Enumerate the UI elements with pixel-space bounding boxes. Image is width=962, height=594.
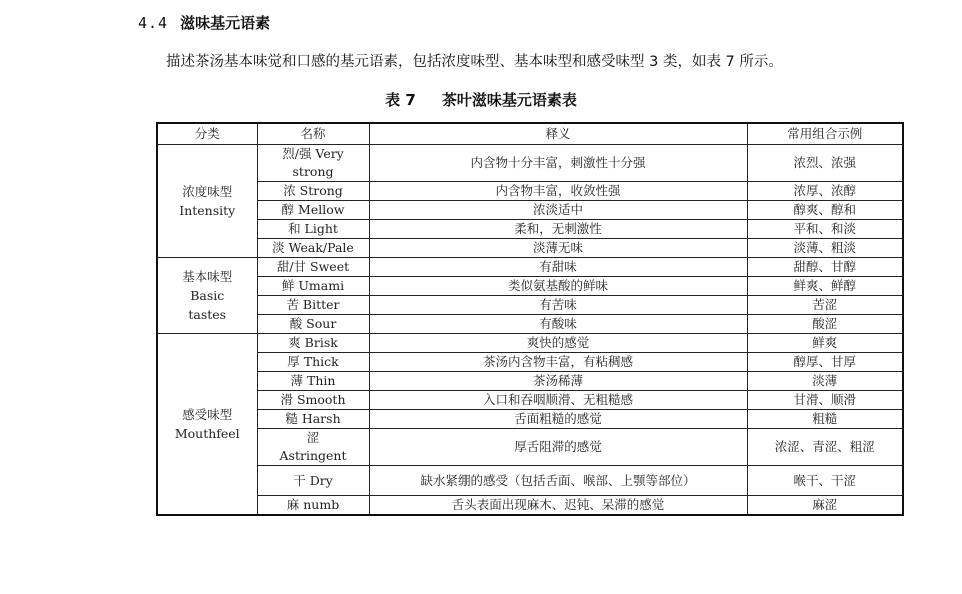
term-meaning: 有酸味 <box>369 315 747 334</box>
term-meaning: 缺水紧绷的感受（包括舌面、喉部、上颚等部位） <box>369 466 747 496</box>
term-meaning: 内含物丰富，收敛性强 <box>369 182 747 201</box>
term-examples: 甘滑、顺滑 <box>747 391 903 410</box>
table-row <box>157 315 903 334</box>
term-name: 鲜 Umami <box>257 277 369 296</box>
term-examples: 鲜爽、鲜醇 <box>747 277 903 296</box>
term-meaning: 爽快的感觉 <box>369 334 747 353</box>
term-name: 淡 Weak/Pale <box>257 239 369 258</box>
intro-paragraph: 描述茶汤基本味觉和口感的基元语素，包括浓度味型、基本味型和感受味型 3 类，如表 7 所示。 <box>166 54 783 70</box>
category-label: 浓度味型 <box>182 184 233 199</box>
table-row <box>157 391 903 410</box>
table-caption-label: 表 7 <box>385 91 416 109</box>
term-meaning: 舌头表面出现麻木、迟钝、呆滞的感觉 <box>369 496 747 516</box>
term-examples: 淡薄、粗淡 <box>747 239 903 258</box>
term-meaning: 厚舌阻滞的感觉 <box>369 429 747 466</box>
term-meaning: 浓淡适中 <box>369 201 747 220</box>
term-name-line: Astringent <box>279 448 347 463</box>
term-examples: 甜醇、甘醇 <box>747 258 903 277</box>
section-number: 4.4 <box>138 14 169 32</box>
table-caption-title: 茶叶滋味基元语素表 <box>441 91 577 109</box>
term-meaning: 柔和，无刺激性 <box>369 220 747 239</box>
table-row <box>157 410 903 429</box>
term-name: 甜/甘 Sweet <box>257 258 369 277</box>
term-name-line: strong <box>292 164 334 179</box>
category-label: 感受味型 <box>182 407 233 422</box>
category-label-en: tastes <box>188 307 227 322</box>
table-row <box>157 429 903 466</box>
term-examples: 淡薄 <box>747 372 903 391</box>
table-row <box>157 372 903 391</box>
table-row <box>157 277 903 296</box>
category-cell-basic <box>157 258 257 334</box>
table-row <box>157 466 903 496</box>
term-name: 滑 Smooth <box>257 391 369 410</box>
term-meaning: 入口和吞咽顺滑、无粗糙感 <box>369 391 747 410</box>
section-heading <box>138 12 270 33</box>
term-name: 厚 Thick <box>257 353 369 372</box>
table-header-row <box>157 123 903 145</box>
term-examples: 鲜爽 <box>747 334 903 353</box>
table-row <box>157 182 903 201</box>
term-meaning: 有甜味 <box>369 258 747 277</box>
term-name <box>257 429 369 466</box>
term-examples: 醇爽、醇和 <box>747 201 903 220</box>
term-name: 醇 Mellow <box>257 201 369 220</box>
term-examples: 浓厚、浓醇 <box>747 182 903 201</box>
term-examples: 平和、和淡 <box>747 220 903 239</box>
term-name: 浓 Strong <box>257 182 369 201</box>
term-examples: 粗糙 <box>747 410 903 429</box>
term-name: 干 Dry <box>257 466 369 496</box>
table-row <box>157 496 903 516</box>
term-name: 爽 Brisk <box>257 334 369 353</box>
table-row <box>157 201 903 220</box>
term-name <box>257 145 369 182</box>
term-examples: 酸涩 <box>747 315 903 334</box>
term-examples: 浓烈、浓强 <box>747 145 903 182</box>
term-examples: 喉干、干涩 <box>747 466 903 496</box>
header-category: 分类 <box>157 123 257 145</box>
term-name-line: 涩 <box>306 430 320 445</box>
term-meaning: 茶汤稀薄 <box>369 372 747 391</box>
category-cell-intensity <box>157 145 257 258</box>
term-examples: 醇厚、甘厚 <box>747 353 903 372</box>
term-examples: 浓涩、青涩、粗涩 <box>747 429 903 466</box>
header-meaning: 释义 <box>369 123 747 145</box>
term-meaning: 内含物十分丰富，刺激性十分强 <box>369 145 747 182</box>
category-label: 基本味型 <box>182 269 233 284</box>
taste-lexicon-table <box>156 122 904 516</box>
term-name: 酸 Sour <box>257 315 369 334</box>
category-label-en: Mouthfeel <box>174 426 240 441</box>
term-meaning: 类似氨基酸的鲜味 <box>369 277 747 296</box>
term-meaning: 有苦味 <box>369 296 747 315</box>
table-row <box>157 239 903 258</box>
table-caption <box>0 89 962 110</box>
header-name: 名称 <box>257 123 369 145</box>
term-name: 薄 Thin <box>257 372 369 391</box>
section-title: 滋味基元语素 <box>180 14 271 32</box>
term-meaning: 舌面粗糙的感觉 <box>369 410 747 429</box>
table-row <box>157 334 903 353</box>
table-row <box>157 220 903 239</box>
term-examples: 苦涩 <box>747 296 903 315</box>
category-label-en: Intensity <box>179 203 236 218</box>
category-label-en: Basic <box>190 288 225 303</box>
term-meaning: 茶汤内含物丰富，有粘稠感 <box>369 353 747 372</box>
table-row <box>157 258 903 277</box>
term-name: 麻 numb <box>257 496 369 516</box>
header-examples: 常用组合示例 <box>747 123 903 145</box>
category-cell-mouthfeel <box>157 334 257 516</box>
table-row <box>157 353 903 372</box>
term-meaning: 淡薄无味 <box>369 239 747 258</box>
table-row <box>157 296 903 315</box>
term-examples: 麻涩 <box>747 496 903 516</box>
table-row <box>157 145 903 182</box>
term-name-line: 烈/强 Very <box>282 146 344 161</box>
term-name: 苦 Bitter <box>257 296 369 315</box>
term-name: 糙 Harsh <box>257 410 369 429</box>
term-name: 和 Light <box>257 220 369 239</box>
